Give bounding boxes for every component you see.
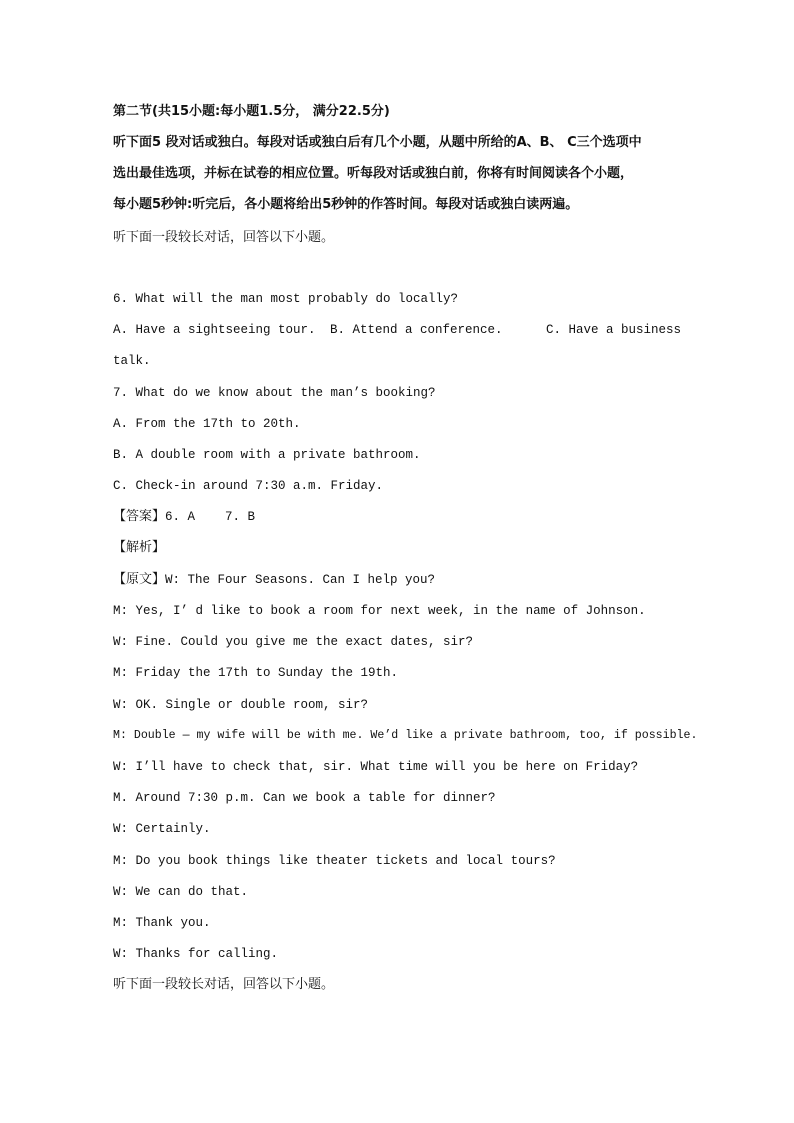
transcript-line: W: Thanks for calling. — [113, 947, 279, 961]
instruction-line-2: 选出最佳选项，并标在试卷的相应位置。听每段对话或独白前，你将有时间阅读各个小题， — [113, 166, 634, 181]
instruction-line-3: 每小题5秒钟:听完后，各小题将给出5秒钟的作答时间。每段对话或独白读两遍。 — [113, 197, 579, 212]
instruction-line-1: 听下面5 段对话或独白。每段对话或独白后有几个小题，从题中所给的A、B、 C三个选项中 — [113, 135, 642, 150]
transcript-line: W: Certainly. — [113, 822, 211, 836]
transcript-line: M: Yes, I’ d like to book a room for next week, in the name of Johnson. — [113, 604, 646, 618]
transcript-line: M: Thank you. — [113, 916, 211, 930]
q7-stem: 7. What do we know about the man’s booking? — [113, 386, 436, 400]
transcript-line: W: Fine. Could you give me the exact dates, sir? — [113, 635, 474, 649]
q7-option-b: B. A double room with a private bathroom. — [113, 448, 421, 462]
listening-prompt: 听下面一段较长对话，回答以下小题。 — [113, 230, 335, 245]
transcript-line-1 — [113, 571, 435, 589]
q6-option-b: B. Attend a conference. — [330, 323, 503, 337]
next-listening-prompt: 听下面一段较长对话，回答以下小题。 — [113, 977, 335, 992]
transcript-label: 【原文】 — [113, 572, 166, 587]
transcript-line: M: Do you book things like theater tickets and local tours? — [113, 854, 556, 868]
transcript-line: M. Around 7:30 p.m. Can we book a table for dinner? — [113, 791, 496, 805]
q7-option-a: A. From the 17th to 20th. — [113, 417, 301, 431]
q6-option-c: C. Have a business — [546, 323, 682, 337]
transcript-line: M: Double — my wife will be with me. We’d like a private bathroom, too, if possible. — [113, 729, 698, 742]
q6-stem: 6. What will the man most probably do locally? — [113, 292, 459, 306]
transcript-line: W: I’ll have to check that, sir. What time will you be here on Friday? — [113, 760, 639, 774]
transcript-line: M: Friday the 17th to Sunday the 19th. — [113, 666, 399, 680]
transcript-line: W: OK. Single or double room, sir? — [113, 698, 369, 712]
q6-option-c-continued: talk. — [113, 354, 151, 368]
section-title: 第二节(共15小题:每小题1.5分， 满分22.5分) — [113, 104, 390, 119]
answer-text: 6. A 7. B — [165, 510, 256, 524]
answer-line — [113, 508, 255, 526]
transcript-text: W: The Four Seasons. Can I help you? — [165, 573, 436, 587]
transcript-line: W: We can do that. — [113, 885, 249, 899]
analysis-label: 【解析】 — [113, 540, 166, 555]
q6-options — [113, 321, 713, 339]
q7-option-c: C. Check-in around 7:30 a.m. Friday. — [113, 479, 384, 493]
answer-label: 【答案】 — [113, 509, 166, 524]
q6-option-a: A. Have a sightseeing tour. — [113, 323, 316, 337]
